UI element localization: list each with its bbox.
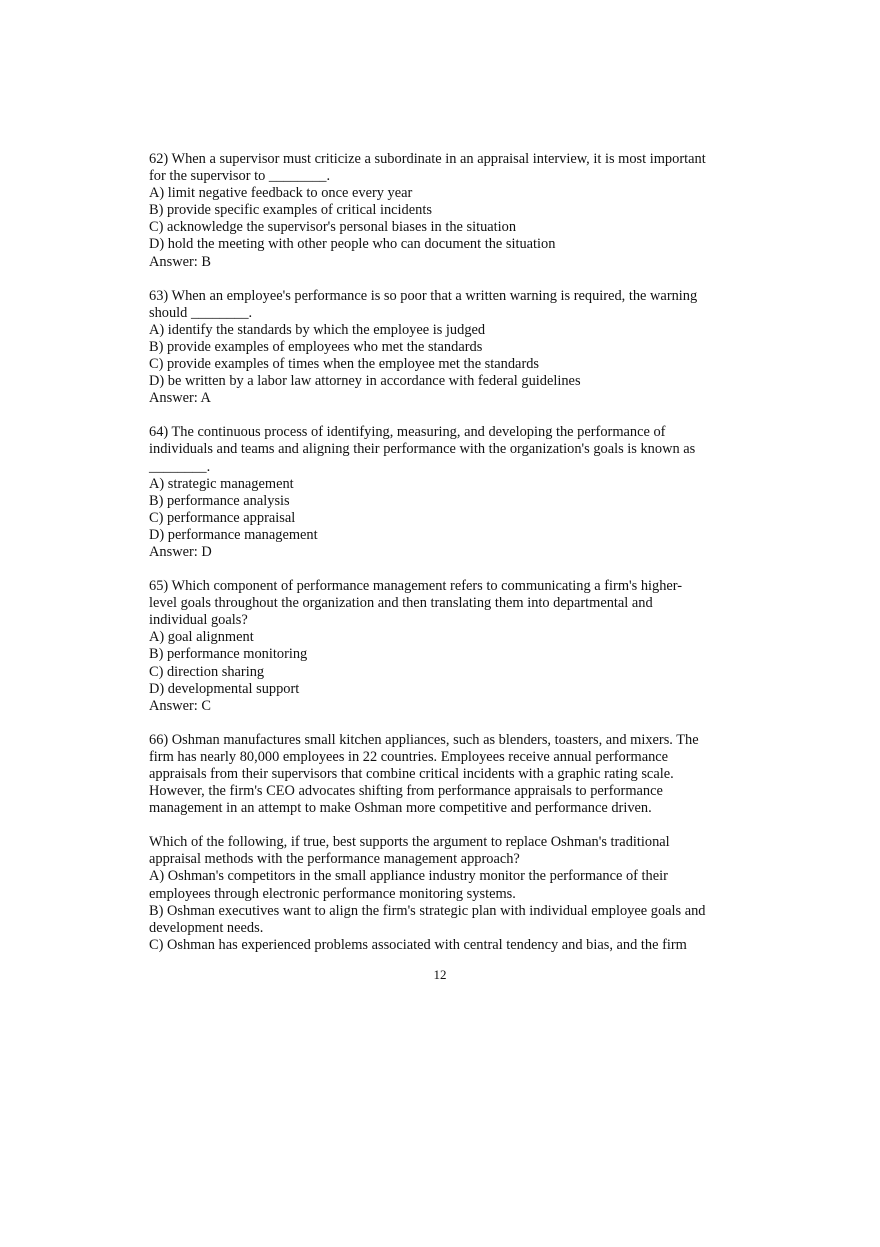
answer-key: Answer: B bbox=[149, 253, 211, 270]
answer-option: B) performance analysis bbox=[149, 492, 290, 509]
question-66 bbox=[149, 732, 734, 954]
answer-option: C) direction sharing bbox=[149, 663, 265, 680]
answer-option: C) acknowledge the supervisor's personal biases in the situation bbox=[149, 219, 517, 236]
answer-option: B) provide examples of employees who met the standards bbox=[149, 338, 483, 355]
question-text: appraisal methods with the performance management approach? bbox=[149, 851, 520, 868]
question-text: 65) Which component of performance management refers to communicating a firm's higher- bbox=[149, 578, 683, 595]
answer-option: C) Oshman has experienced problems associated with central tendency and bias, and the firm bbox=[149, 936, 687, 953]
answer-key: Answer: A bbox=[149, 390, 211, 407]
page-content bbox=[149, 151, 734, 971]
answer-option: D) performance management bbox=[149, 526, 318, 543]
answer-option: C) provide examples of times when the employee met the standards bbox=[149, 356, 540, 373]
question-text: 62) When a supervisor must criticize a subordinate in an appraisal interview, it is most important bbox=[149, 151, 706, 167]
question-text: level goals throughout the organization and then translating them into departmental and bbox=[149, 595, 653, 612]
question-text: ________. bbox=[149, 458, 211, 475]
question-text: 64) The continuous process of identifying, measuring, and developing the performance of bbox=[149, 424, 666, 441]
scenario-text: appraisals from their supervisors that combine critical incidents with a graphic rating scale. bbox=[149, 766, 674, 782]
question-64 bbox=[149, 424, 734, 561]
answer-option: C) performance appraisal bbox=[149, 509, 296, 526]
answer-option: D) be written by a labor law attorney in accordance with federal guidelines bbox=[149, 373, 581, 390]
question-text: individual goals? bbox=[149, 612, 248, 629]
question-text: 63) When an employee's performance is so poor that a written warning is required, the warning bbox=[149, 287, 698, 304]
answer-option: employees through electronic performance monitoring systems. bbox=[149, 885, 516, 902]
paragraph-gap bbox=[149, 817, 734, 834]
answer-option: D) developmental support bbox=[149, 680, 300, 697]
question-65 bbox=[149, 578, 734, 715]
question-text: individuals and teams and aligning their performance with the organization's goals is known as bbox=[149, 441, 696, 458]
answer-option: B) performance monitoring bbox=[149, 646, 308, 663]
question-text: should ________. bbox=[149, 304, 253, 321]
question-text: Which of the following, if true, best supports the argument to replace Oshman's traditional bbox=[149, 834, 670, 851]
answer-option: development needs. bbox=[149, 919, 264, 936]
answer-option: B) provide specific examples of critical incidents bbox=[149, 202, 432, 219]
page-number: 12 bbox=[433, 967, 447, 982]
scenario-text: firm has nearly 80,000 employees in 22 countries. Employees receive annual performance bbox=[149, 748, 669, 765]
answer-option: D) hold the meeting with other people who can document the situation bbox=[149, 236, 556, 253]
scenario-text: 66) Oshman manufactures small kitchen appliances, such as blenders, toasters, and mixers. The bbox=[149, 731, 699, 748]
question-63 bbox=[149, 288, 734, 408]
question-62 bbox=[149, 151, 734, 271]
scenario-text: However, the firm's CEO advocates shifting from performance appraisals to performance bbox=[149, 783, 663, 800]
answer-key: Answer: D bbox=[149, 543, 212, 560]
answer-option: A) goal alignment bbox=[149, 629, 254, 646]
answer-option: A) strategic management bbox=[149, 475, 294, 492]
answer-option: B) Oshman executives want to align the firm's strategic plan with individual employee goals and bbox=[149, 902, 706, 919]
scenario-text: management in an attempt to make Oshman more competitive and performance driven. bbox=[149, 800, 652, 817]
answer-option: A) identify the standards by which the employee is judged bbox=[149, 321, 486, 338]
question-text: for the supervisor to ________. bbox=[149, 168, 331, 185]
answer-option: A) Oshman's competitors in the small appliance industry monitor the performance of their bbox=[149, 868, 668, 885]
answer-option: A) limit negative feedback to once every year bbox=[149, 185, 413, 202]
answer-key: Answer: C bbox=[149, 697, 211, 714]
